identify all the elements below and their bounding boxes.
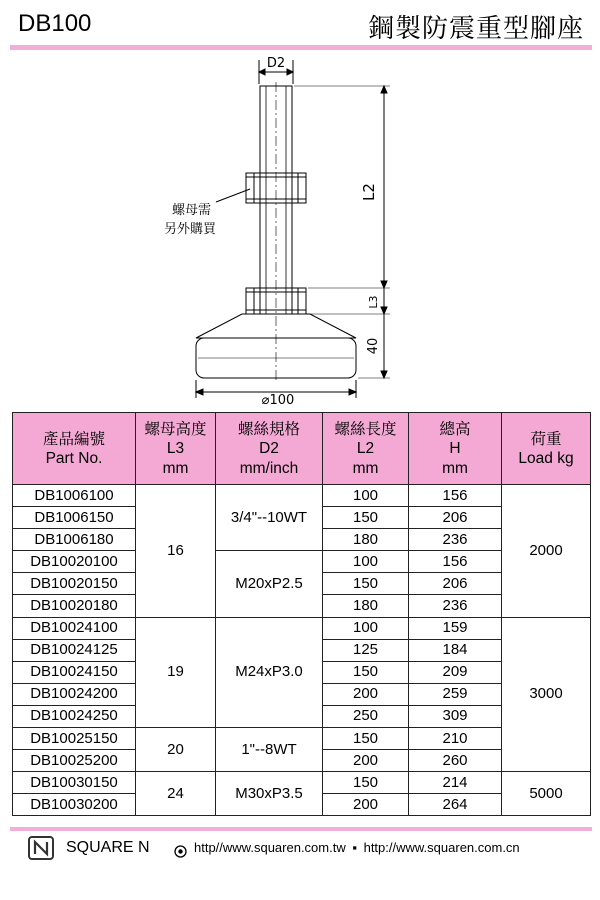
l2-cell: 125 bbox=[323, 639, 409, 661]
l2-cell: 200 bbox=[323, 683, 409, 705]
footer-divider bbox=[10, 827, 592, 831]
part-no-cell: DB10030150 bbox=[13, 772, 136, 794]
l2-cell: 150 bbox=[323, 507, 409, 529]
l2-cell: 100 bbox=[323, 617, 409, 639]
h-cell: 214 bbox=[409, 772, 502, 794]
h-cell: 260 bbox=[409, 750, 502, 772]
l2-cell: 250 bbox=[323, 705, 409, 727]
l2-cell: 180 bbox=[323, 595, 409, 617]
l2-cell: 150 bbox=[323, 772, 409, 794]
url-cn-link[interactable]: http://www.squaren.com.cn bbox=[363, 840, 520, 855]
part-no-cell: DB10024200 bbox=[13, 683, 136, 705]
h-cell: 206 bbox=[409, 573, 502, 595]
square-n-logo-icon bbox=[28, 836, 54, 860]
load-cell: 3000 bbox=[502, 617, 591, 772]
load-cell: 2000 bbox=[502, 485, 591, 618]
l2-cell: 150 bbox=[323, 728, 409, 750]
header-l3: 螺母高度 L3 mm bbox=[136, 413, 216, 485]
diameter-label: ⌀100 bbox=[261, 393, 295, 404]
table-header-row bbox=[13, 413, 591, 485]
header-l2: 螺絲長度 L2 mm bbox=[323, 413, 409, 485]
header-divider bbox=[10, 45, 592, 50]
url-tw-link[interactable]: http//www.squaren.com.tw bbox=[194, 840, 346, 855]
table-row bbox=[13, 485, 591, 507]
part-no-cell: DB10020180 bbox=[13, 595, 136, 617]
part-no-cell: DB10025150 bbox=[13, 728, 136, 750]
product-code: DB100 bbox=[18, 10, 92, 37]
part-no-cell: DB1006150 bbox=[13, 507, 136, 529]
h-cell: 156 bbox=[409, 551, 502, 573]
l3-cell: 20 bbox=[136, 728, 216, 772]
part-no-cell: DB10020100 bbox=[13, 551, 136, 573]
d2-cell: M30xP3.5 bbox=[216, 772, 323, 816]
part-no-cell: DB10025200 bbox=[13, 750, 136, 772]
height-40-label: 40 bbox=[366, 337, 381, 355]
technical-drawing bbox=[150, 52, 450, 404]
l2-cell: 200 bbox=[323, 794, 409, 816]
part-no-cell: DB1006180 bbox=[13, 529, 136, 551]
l2-cell: 150 bbox=[323, 661, 409, 683]
h-cell: 210 bbox=[409, 728, 502, 750]
part-no-cell: DB10020150 bbox=[13, 573, 136, 595]
part-no-cell: DB10024100 bbox=[13, 617, 136, 639]
d2-cell: 3/4"--10WT bbox=[216, 485, 323, 551]
part-no-cell: DB1006100 bbox=[13, 485, 136, 507]
header-d2: 螺絲規格 D2 mm/inch bbox=[216, 413, 323, 485]
nut-note-line1: 螺母需 bbox=[172, 203, 212, 218]
nut-note-line2: 另外購買 bbox=[164, 222, 217, 237]
d2-label: D2 bbox=[266, 56, 286, 71]
page-header bbox=[0, 0, 600, 50]
h-cell: 209 bbox=[409, 661, 502, 683]
page-footer bbox=[20, 836, 590, 866]
l3-cell: 24 bbox=[136, 772, 216, 816]
d2-cell: M24xP3.0 bbox=[216, 617, 323, 727]
url-separator: ▪ bbox=[352, 840, 357, 855]
header-h: 總高 H mm bbox=[409, 413, 502, 485]
footer-links bbox=[194, 840, 520, 855]
l3-cell: 16 bbox=[136, 485, 216, 618]
part-no-cell: DB10024150 bbox=[13, 661, 136, 683]
header-part-no: 產品編號 Part No. bbox=[13, 413, 136, 485]
l3-label: L3 bbox=[367, 295, 380, 309]
h-cell: 206 bbox=[409, 507, 502, 529]
registered-mark-icon bbox=[174, 845, 187, 858]
header-load: 荷重 Load kg bbox=[502, 413, 591, 485]
product-title: 鋼製防震重型腳座 bbox=[367, 14, 584, 44]
l2-cell: 150 bbox=[323, 573, 409, 595]
l2-cell: 100 bbox=[323, 485, 409, 507]
h-cell: 259 bbox=[409, 683, 502, 705]
brand-name: SQUARE N bbox=[66, 839, 150, 856]
part-no-cell: DB10030200 bbox=[13, 794, 136, 816]
l2-cell: 200 bbox=[323, 750, 409, 772]
part-no-cell: DB10024250 bbox=[13, 705, 136, 727]
l2-cell: 100 bbox=[323, 551, 409, 573]
l3-cell: 19 bbox=[136, 617, 216, 727]
h-cell: 236 bbox=[409, 595, 502, 617]
h-cell: 264 bbox=[409, 794, 502, 816]
d2-cell: 1"--8WT bbox=[216, 728, 323, 772]
d2-cell: M20xP2.5 bbox=[216, 551, 323, 617]
h-cell: 184 bbox=[409, 639, 502, 661]
h-cell: 236 bbox=[409, 529, 502, 551]
spec-table bbox=[12, 412, 591, 816]
h-cell: 309 bbox=[409, 705, 502, 727]
l2-cell: 180 bbox=[323, 529, 409, 551]
part-no-cell: DB10024125 bbox=[13, 639, 136, 661]
h-cell: 156 bbox=[409, 485, 502, 507]
load-cell: 5000 bbox=[502, 772, 591, 816]
l2-label: L2 bbox=[360, 183, 378, 201]
h-cell: 159 bbox=[409, 617, 502, 639]
table-row bbox=[13, 772, 591, 794]
table-row bbox=[13, 617, 591, 639]
